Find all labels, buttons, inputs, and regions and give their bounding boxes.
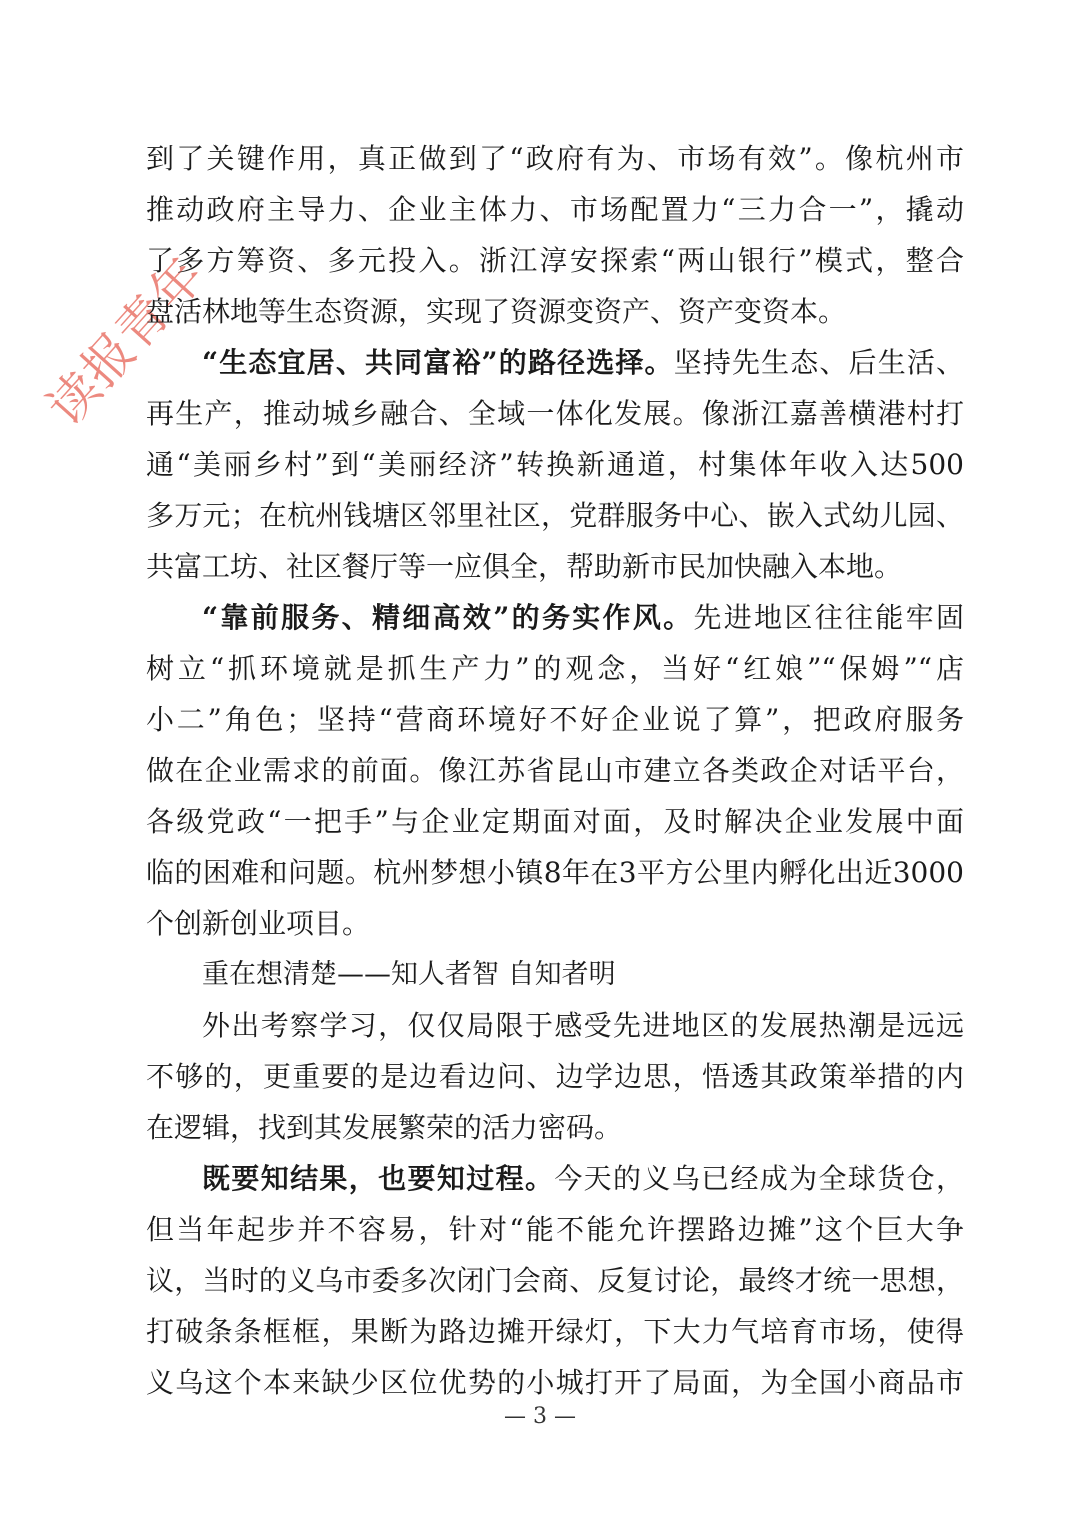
paragraph-2-line-3: 通“美丽乡村”到“美丽经济”转换新通道，村集体年收入达500	[146, 448, 964, 481]
document-body	[146, 133, 964, 1408]
paragraph-2-line-2: 再生产，推动城乡融合、全域一体化发展。像浙江嘉善横港村打	[146, 397, 964, 430]
paragraph-1-line-1: 到了关键作用，真正做到了“政府有为、市场有效”。像杭州市	[146, 142, 964, 175]
paragraph-5-line-1	[146, 1153, 964, 1204]
page-number: — 3 —	[504, 1404, 576, 1429]
paragraph-4-line-3: 在逻辑，找到其发展繁荣的活力密码。	[146, 1111, 623, 1144]
paragraph-2-line-1	[146, 337, 964, 388]
paragraph-1-line-3: 了多方筹资、多元投入。浙江淳安探索“两山银行”模式，整合	[146, 244, 964, 277]
paragraph-5-line-1-rest: 今天的义乌已经成为全球货仓，	[554, 1162, 964, 1195]
paragraph-3-line-1-rest: 先进地区往往能牢固	[693, 601, 964, 634]
paragraph-5-line-5: 义乌这个本来缺少区位优势的小城打开了局面，为全国小商品市	[146, 1366, 964, 1399]
paragraph-2-line-4: 多万元；在杭州钱塘区邻里社区，党群服务中心、嵌入式幼儿园、	[146, 499, 964, 532]
paragraph-3-line-7: 个创新创业项目。	[146, 907, 371, 940]
paragraph-5-lead: 既要知结果，也要知过程。	[202, 1162, 555, 1195]
paragraph-3-line-4: 做在企业需求的前面。像江苏省昆山市建立各类政企对话平台，	[146, 754, 964, 787]
paragraph-5-line-4: 打破条条框框，果断为路边摊开绿灯，下大力气培育市场，使得	[146, 1315, 964, 1348]
paragraph-3-line-2: 树立“抓环境就是抓生产力”的观念，当好“红娘”“保姆”“店	[146, 652, 964, 685]
paragraph-3-line-1	[146, 592, 964, 643]
paragraph-1-line-2: 推动政府主导力、企业主体力、市场配置力“三力合一”，撬动	[146, 193, 964, 226]
paragraph-5-line-3: 议，当时的义乌市委多次闭门会商、反复讨论，最终才统一思想，	[146, 1264, 964, 1297]
paragraph-3-line-3: 小二”角色；坚持“营商环境好不好企业说了算”，把政府服务	[146, 703, 964, 736]
paragraph-2-line-1-rest: 坚持先生态、后生活、	[673, 346, 964, 379]
paragraph-3-lead: “靠前服务、精细高效”的务实作风。	[202, 601, 694, 634]
watermark-text: 读报青年	[36, 245, 216, 437]
section-heading: 重在想清楚——知人者智 自知者明	[202, 959, 616, 990]
paragraph-2-lead: “生态宜居、共同富裕”的路径选择。	[202, 346, 674, 379]
paragraph-3-line-5: 各级党政“一把手”与企业定期面对面，及时解决企业发展中面	[146, 805, 964, 838]
paragraph-4-line-2: 不够的，更重要的是边看边问、边学边思，悟透其政策举措的内	[146, 1060, 964, 1093]
paragraph-5-line-2: 但当年起步并不容易，针对“能不能允许摆路边摊”这个巨大争	[146, 1213, 964, 1246]
paragraph-2-line-5: 共富工坊、社区餐厅等一应俱全，帮助新市民加快融入本地。	[146, 550, 903, 583]
paragraph-1-line-4: 盘活林地等生态资源，实现了资源变资产、资产变资本。	[146, 295, 847, 328]
paragraph-4-line-1: 外出考察学习，仅仅局限于感受先进地区的发展热潮是远远	[202, 1009, 964, 1042]
paragraph-3-line-6: 临的困难和问题。杭州梦想小镇8年在3平方公里内孵化出近3000	[146, 856, 964, 889]
